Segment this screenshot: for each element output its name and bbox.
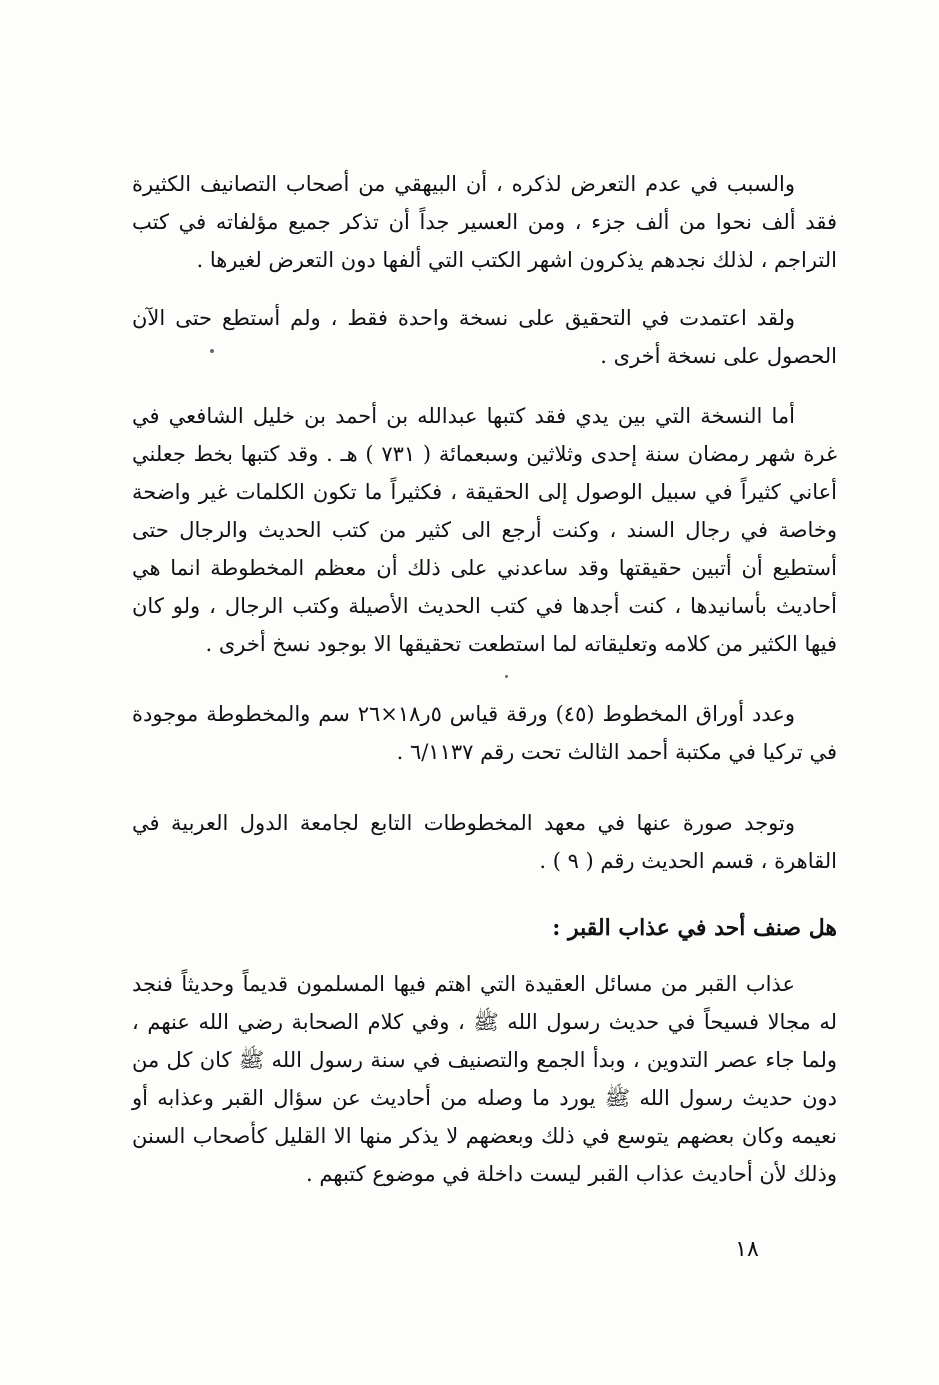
paragraph-text: والسبب في عدم التعرض لذكره ، أن البيهقي من أصحاب التصانيف الكثيرة فقد ألف نحوا من ألف جزء ، ومن العسير جداً أن تذكر جميع مؤلفاته في كتب التراجم ، لذلك نجدهم يذكرون اشهر الكتب التي ألفها دون التعرض لغيرها . xyxy=(132,172,837,272)
scan-speck xyxy=(210,349,214,353)
paragraph-manuscript-description xyxy=(132,397,837,663)
paragraph-single-copy xyxy=(132,299,837,375)
section-heading: هل صنف أحد في عذاب القبر : xyxy=(552,915,837,941)
page-number: ١٨ xyxy=(735,1237,759,1262)
paragraph-manuscript-copy xyxy=(132,804,837,880)
paragraph-text: وتوجد صورة عنها في معهد المخطوطات التابع لجامعة الدول العربية في القاهرة ، قسم الحديث رقم ( ٩ ) . xyxy=(132,811,837,873)
paragraph-text: ولقد اعتمدت في التحقيق على نسخة واحدة فقط ، ولم أستطع حتى الآن الحصول على نسخة أخرى . xyxy=(132,306,837,368)
scan-speck xyxy=(505,675,508,678)
paragraph-text: عذاب القبر من مسائل العقيدة التي اهتم فيها المسلمون قديماً وحديثاً فنجد له مجالا فسيحاً في حديث رسول الله ﷺ ، وفي كلام الصحابة رضي الله عنهم ، ولما جاء عصر التدوين ، وبدأ الجمع والتصنيف في سنة رسول الله ﷺ كان كل من دون حديث رسول الله ﷺ يورد ما وصله من أحاديث عن سؤال القبر وعذابه أو نعيمه وكان بعضهم يتوسع في ذلك وبعضهم لا يذكر منها الا القليل كأصحاب السنن وذلك لأن أحاديث عذاب القبر ليست داخلة في موضوع كتبهم . xyxy=(132,972,837,1186)
paragraph-grave-punishment xyxy=(132,965,837,1193)
paragraph-reason xyxy=(132,165,837,279)
paragraph-text: وعدد أوراق المخطوط (٤٥) ورقة قياس ٥ر١٨×٢٦ سم والمخطوطة موجودة في تركيا في مكتبة أحمد الثالث تحت رقم ٦/١١٣٧ . xyxy=(132,702,837,764)
paragraph-manuscript-size xyxy=(132,695,837,771)
paragraph-text: أما النسخة التي بين يدي فقد كتبها عبدالله بن أحمد بن خليل الشافعي في غرة شهر رمضان سنة إحدى وثلاثين وسبعمائة ( ٧٣١ ) هـ . وقد كتبها بخط جعلني أعاني كثيراً في سبيل الوصول إلى الحقيقة ، فكثيراً ما تكون الكلمات غير واضحة وخاصة في رجال السند ، وكنت أرجع الى كثير من كتب الحديث والرجال حتى أستطيع أن أتبين حقيقتها وقد ساعدني على ذلك أن معظم المخطوطة انما هي أحاديث بأسانيدها ، كنت أجدها في كتب الحديث الأصيلة وكتب الرجال ، ولو كان فيها الكثير من كلامه وتعليقاته لما استطعت تحقيقها الا بوجود نسخ أخرى . xyxy=(132,404,838,656)
